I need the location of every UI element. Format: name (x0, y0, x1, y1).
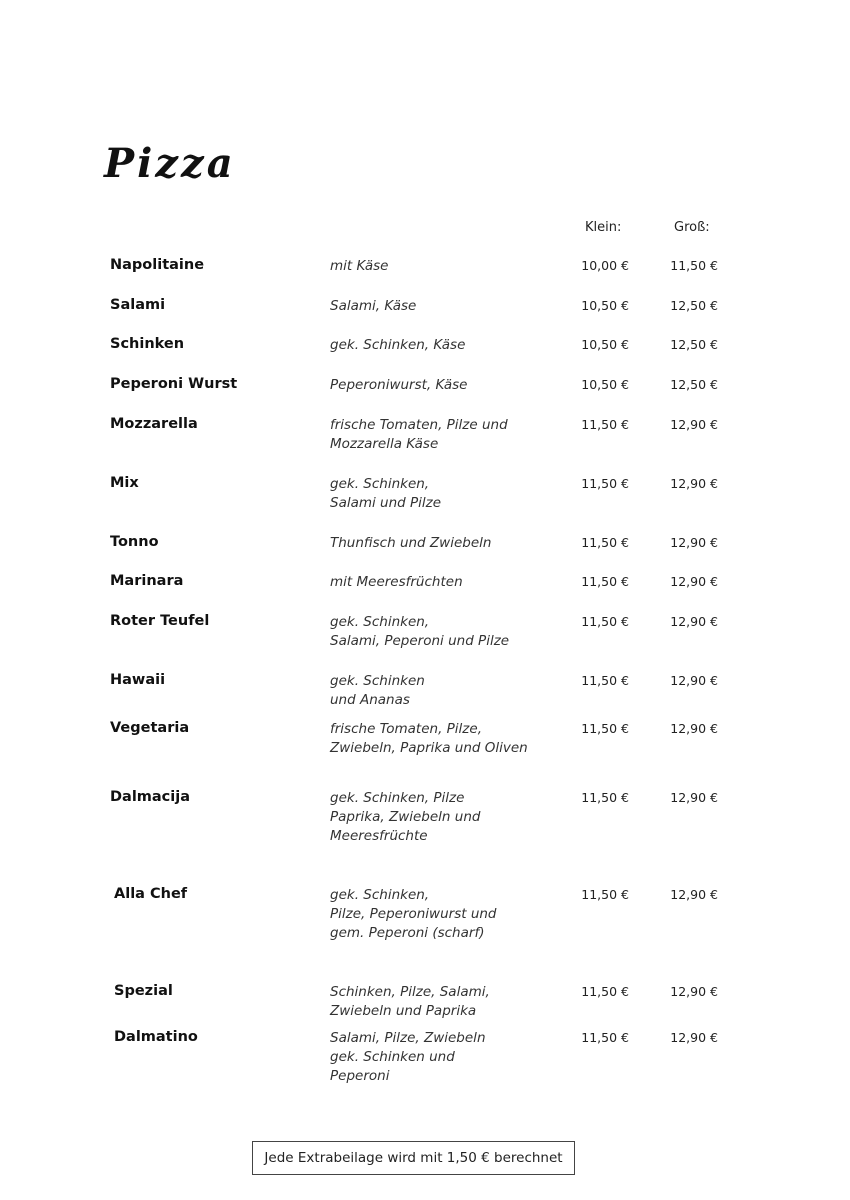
price-small: 11,50 € (581, 574, 629, 589)
item-description: gek. Schinken und Ananas (330, 673, 425, 708)
price-small: 11,50 € (581, 476, 629, 491)
item-name: Schinken (110, 336, 185, 352)
price-small: 10,50 € (581, 377, 629, 392)
item-description: gek. Schinken, Salami und Pilze (330, 476, 442, 511)
price-small: 11,50 € (581, 984, 629, 999)
price-small: 10,50 € (581, 298, 629, 313)
item-name: Mix (110, 475, 139, 491)
item-name: Tonno (110, 534, 159, 550)
item-name: Napolitaine (110, 257, 205, 273)
item-name: Salami (110, 297, 166, 313)
item-description: gek. Schinken, Pilze Paprika, Zwiebeln und Meeresfrüchte (330, 790, 481, 844)
item-description: Schinken, Pilze, Salami, Zwiebeln und Paprika (330, 984, 490, 1019)
price-small: 11,50 € (581, 721, 629, 736)
price-large: 12,90 € (670, 417, 718, 432)
price-large: 12,90 € (670, 721, 718, 736)
item-name: Dalmatino (114, 1029, 198, 1045)
item-name: Spezial (114, 983, 173, 999)
item-description: mit Meeresfrüchten (330, 574, 463, 590)
item-description: mit Käse (330, 258, 389, 274)
item-description: Thunfisch und Zwiebeln (330, 535, 492, 551)
extra-topping-note: Jede Extrabeilage wird mit 1,50 € berechnet (252, 1141, 575, 1175)
price-large: 12,90 € (670, 535, 718, 550)
item-name: Dalmacija (110, 789, 191, 805)
price-small: 11,50 € (581, 887, 629, 902)
price-small: 10,50 € (581, 337, 629, 352)
price-large: 12,90 € (670, 984, 718, 999)
item-description: gek. Schinken, Salami, Peperoni und Pilze (330, 614, 510, 649)
header-large: Groß: (674, 220, 710, 235)
item-description: Salami, Pilze, Zwiebeln gek. Schinken und Peperoni (330, 1030, 486, 1084)
price-small: 11,50 € (581, 417, 629, 432)
price-large: 12,90 € (670, 887, 718, 902)
price-small: 11,50 € (581, 790, 629, 805)
item-description: frische Tomaten, Pilze, Zwiebeln, Paprika und Oliven (330, 721, 528, 756)
price-large: 12,50 € (670, 377, 718, 392)
item-name: Mozzarella (110, 416, 198, 432)
header-small: Klein: (585, 220, 622, 235)
price-large: 12,90 € (670, 1030, 718, 1045)
item-name: Roter Teufel (110, 613, 210, 629)
item-description: Peperoniwurst, Käse (330, 377, 468, 393)
page-title: Pizza (104, 140, 236, 187)
item-name: Vegetaria (110, 720, 190, 736)
item-name: Hawaii (110, 672, 166, 688)
price-large: 12,50 € (670, 337, 718, 352)
price-large: 12,90 € (670, 574, 718, 589)
price-large: 12,90 € (670, 790, 718, 805)
price-small: 11,50 € (581, 673, 629, 688)
price-large: 12,50 € (670, 298, 718, 313)
item-description: gek. Schinken, Käse (330, 337, 466, 353)
item-description: frische Tomaten, Pilze und Mozzarella Käse (330, 417, 508, 452)
item-name: Alla Chef (114, 886, 188, 902)
price-small: 10,00 € (581, 258, 629, 273)
item-name: Peperoni Wurst (110, 376, 238, 392)
price-large: 12,90 € (670, 673, 718, 688)
price-large: 12,90 € (670, 614, 718, 629)
item-description: Salami, Käse (330, 298, 417, 314)
price-small: 11,50 € (581, 535, 629, 550)
price-large: 11,50 € (670, 258, 718, 273)
item-description: gek. Schinken, Pilze, Peperoniwurst und gem. Peperoni (scharf) (330, 887, 497, 941)
price-small: 11,50 € (581, 614, 629, 629)
item-name: Marinara (110, 573, 184, 589)
price-small: 11,50 € (581, 1030, 629, 1045)
price-large: 12,90 € (670, 476, 718, 491)
